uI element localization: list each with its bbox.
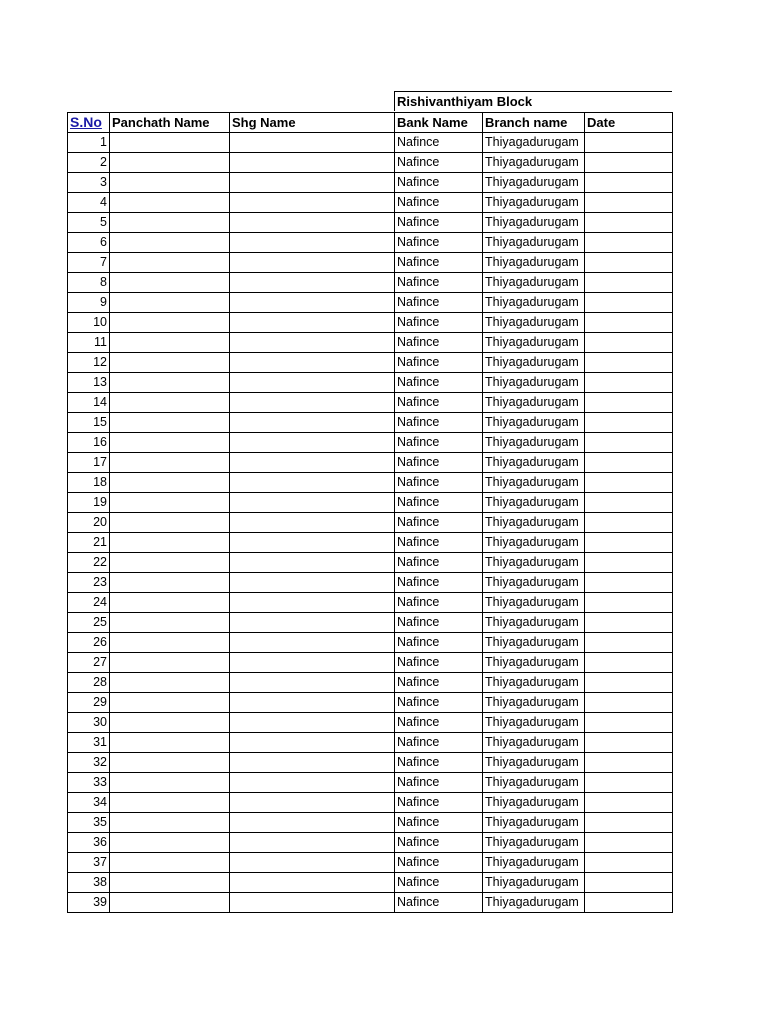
cell-sno[interactable]: 10 [68, 313, 110, 333]
cell-sno[interactable]: 13 [68, 373, 110, 393]
cell-bank-name[interactable]: Nafince [395, 433, 483, 453]
cell-branch-name[interactable]: Thiyagadurugam [483, 293, 585, 313]
header-bank-name: Bank Name [395, 113, 483, 133]
cell-shg-name[interactable] [230, 533, 395, 553]
block-title-row [67, 91, 672, 112]
cell-branch-name[interactable]: Thiyagadurugam [483, 753, 585, 773]
cell-shg-name[interactable] [230, 893, 395, 913]
cell-date[interactable] [585, 353, 673, 373]
cell-panchath-name[interactable] [110, 413, 230, 433]
cell-shg-name[interactable] [230, 393, 395, 413]
cell-panchath-name[interactable] [110, 493, 230, 513]
cell-bank-name[interactable]: Nafince [395, 713, 483, 733]
cell-sno[interactable]: 12 [68, 353, 110, 373]
cell-shg-name[interactable] [230, 873, 395, 893]
cell-shg-name[interactable] [230, 553, 395, 573]
cell-shg-name[interactable] [230, 373, 395, 393]
cell-date[interactable] [585, 213, 673, 233]
cell-bank-name[interactable]: Nafince [395, 273, 483, 293]
cell-panchath-name[interactable] [110, 193, 230, 213]
cell-date[interactable] [585, 253, 673, 273]
cell-branch-name[interactable]: Thiyagadurugam [483, 473, 585, 493]
cell-date[interactable] [585, 873, 673, 893]
cell-shg-name[interactable] [230, 273, 395, 293]
cell-sno[interactable]: 5 [68, 213, 110, 233]
cell-shg-name[interactable] [230, 713, 395, 733]
header-date: Date [585, 113, 673, 133]
cell-branch-name[interactable]: Thiyagadurugam [483, 433, 585, 453]
cell-branch-name[interactable]: Thiyagadurugam [483, 573, 585, 593]
cell-sno[interactable]: 23 [68, 573, 110, 593]
cell-sno[interactable]: 27 [68, 653, 110, 673]
cell-panchath-name[interactable] [110, 173, 230, 193]
cell-panchath-name[interactable] [110, 753, 230, 773]
cell-sno[interactable]: 34 [68, 793, 110, 813]
cell-date[interactable] [585, 313, 673, 333]
cell-shg-name[interactable] [230, 133, 395, 153]
cell-branch-name[interactable]: Thiyagadurugam [483, 653, 585, 673]
cell-panchath-name[interactable] [110, 593, 230, 613]
table-row [68, 253, 673, 273]
cell-branch-name[interactable]: Thiyagadurugam [483, 873, 585, 893]
table-row [68, 173, 673, 193]
cell-date[interactable] [585, 553, 673, 573]
table-row [68, 773, 673, 793]
cell-shg-name[interactable] [230, 453, 395, 473]
cell-date[interactable] [585, 573, 673, 593]
cell-bank-name[interactable]: Nafince [395, 453, 483, 473]
cell-panchath-name[interactable] [110, 733, 230, 753]
cell-sno[interactable]: 7 [68, 253, 110, 273]
cell-bank-name[interactable]: Nafince [395, 473, 483, 493]
cell-branch-name[interactable]: Thiyagadurugam [483, 373, 585, 393]
cell-date[interactable] [585, 813, 673, 833]
cell-branch-name[interactable]: Thiyagadurugam [483, 793, 585, 813]
cell-bank-name[interactable]: Nafince [395, 253, 483, 273]
cell-bank-name[interactable]: Nafince [395, 373, 483, 393]
data-table [67, 112, 673, 913]
cell-date[interactable] [585, 373, 673, 393]
cell-date[interactable] [585, 793, 673, 813]
table-row [68, 513, 673, 533]
cell-date[interactable] [585, 633, 673, 653]
cell-panchath-name[interactable] [110, 393, 230, 413]
table-row [68, 613, 673, 633]
cell-sno[interactable]: 8 [68, 273, 110, 293]
cell-sno[interactable]: 29 [68, 693, 110, 713]
cell-shg-name[interactable] [230, 773, 395, 793]
cell-panchath-name[interactable] [110, 873, 230, 893]
cell-date[interactable] [585, 673, 673, 693]
cell-panchath-name[interactable] [110, 473, 230, 493]
cell-bank-name[interactable]: Nafince [395, 313, 483, 333]
cell-panchath-name[interactable] [110, 613, 230, 633]
cell-branch-name[interactable]: Thiyagadurugam [483, 313, 585, 333]
cell-date[interactable] [585, 473, 673, 493]
cell-date[interactable] [585, 173, 673, 193]
cell-date[interactable] [585, 493, 673, 513]
cell-panchath-name[interactable] [110, 513, 230, 533]
cell-panchath-name[interactable] [110, 433, 230, 453]
table-row [68, 493, 673, 513]
cell-bank-name[interactable]: Nafince [395, 133, 483, 153]
cell-shg-name[interactable] [230, 433, 395, 453]
cell-shg-name[interactable] [230, 593, 395, 613]
table-row [68, 433, 673, 453]
header-branch-name: Branch name [483, 113, 585, 133]
cell-panchath-name[interactable] [110, 533, 230, 553]
cell-shg-name[interactable] [230, 653, 395, 673]
cell-bank-name[interactable]: Nafince [395, 593, 483, 613]
cell-sno[interactable]: 26 [68, 633, 110, 653]
cell-sno[interactable]: 38 [68, 873, 110, 893]
cell-bank-name[interactable]: Nafince [395, 673, 483, 693]
cell-date[interactable] [585, 613, 673, 633]
cell-branch-name[interactable]: Thiyagadurugam [483, 553, 585, 573]
cell-branch-name[interactable]: Thiyagadurugam [483, 713, 585, 733]
cell-bank-name[interactable]: Nafince [395, 533, 483, 553]
table-row [68, 813, 673, 833]
cell-panchath-name[interactable] [110, 313, 230, 333]
table-row [68, 653, 673, 673]
cell-date[interactable] [585, 833, 673, 853]
cell-sno[interactable]: 17 [68, 453, 110, 473]
cell-shg-name[interactable] [230, 233, 395, 253]
cell-shg-name[interactable] [230, 733, 395, 753]
cell-panchath-name[interactable] [110, 773, 230, 793]
table-row [68, 153, 673, 173]
cell-date[interactable] [585, 153, 673, 173]
table-row [68, 193, 673, 213]
cell-sno[interactable]: 32 [68, 753, 110, 773]
cell-bank-name[interactable]: Nafince [395, 193, 483, 213]
block-title: Rishivanthiyam Block [394, 91, 672, 111]
cell-panchath-name[interactable] [110, 233, 230, 253]
cell-date[interactable] [585, 433, 673, 453]
cell-branch-name[interactable]: Thiyagadurugam [483, 133, 585, 153]
cell-sno[interactable]: 35 [68, 813, 110, 833]
cell-shg-name[interactable] [230, 673, 395, 693]
cell-date[interactable] [585, 893, 673, 913]
cell-panchath-name[interactable] [110, 353, 230, 373]
table-row [68, 753, 673, 773]
table-row [68, 573, 673, 593]
table-row [68, 893, 673, 913]
cell-branch-name[interactable]: Thiyagadurugam [483, 693, 585, 713]
table-row [68, 873, 673, 893]
cell-bank-name[interactable]: Nafince [395, 573, 483, 593]
cell-branch-name[interactable]: Thiyagadurugam [483, 633, 585, 653]
table-row [68, 533, 673, 553]
cell-date[interactable] [585, 393, 673, 413]
table-row [68, 633, 673, 653]
cell-shg-name[interactable] [230, 293, 395, 313]
cell-shg-name[interactable] [230, 573, 395, 593]
cell-branch-name[interactable]: Thiyagadurugam [483, 393, 585, 413]
cell-panchath-name[interactable] [110, 853, 230, 873]
table-row [68, 593, 673, 613]
cell-shg-name[interactable] [230, 193, 395, 213]
cell-date[interactable] [585, 533, 673, 553]
cell-bank-name[interactable]: Nafince [395, 753, 483, 773]
table-row [68, 453, 673, 473]
cell-branch-name[interactable]: Thiyagadurugam [483, 773, 585, 793]
cell-date[interactable] [585, 733, 673, 753]
cell-branch-name[interactable]: Thiyagadurugam [483, 833, 585, 853]
cell-sno[interactable]: 28 [68, 673, 110, 693]
cell-date[interactable] [585, 773, 673, 793]
cell-date[interactable] [585, 193, 673, 213]
header-sno: S.No [68, 113, 110, 133]
table-row [68, 733, 673, 753]
cell-date[interactable] [585, 513, 673, 533]
table-row [68, 213, 673, 233]
cell-sno[interactable]: 30 [68, 713, 110, 733]
cell-bank-name[interactable]: Nafince [395, 893, 483, 913]
cell-sno[interactable]: 33 [68, 773, 110, 793]
table-row [68, 553, 673, 573]
cell-bank-name[interactable]: Nafince [395, 613, 483, 633]
cell-shg-name[interactable] [230, 213, 395, 233]
cell-shg-name[interactable] [230, 813, 395, 833]
cell-panchath-name[interactable] [110, 693, 230, 713]
cell-date[interactable] [585, 653, 673, 673]
cell-shg-name[interactable] [230, 853, 395, 873]
cell-bank-name[interactable]: Nafince [395, 553, 483, 573]
cell-branch-name[interactable]: Thiyagadurugam [483, 733, 585, 753]
cell-panchath-name[interactable] [110, 333, 230, 353]
cell-date[interactable] [585, 133, 673, 153]
cell-bank-name[interactable]: Nafince [395, 853, 483, 873]
cell-bank-name[interactable]: Nafince [395, 413, 483, 433]
cell-sno[interactable]: 16 [68, 433, 110, 453]
cell-bank-name[interactable]: Nafince [395, 693, 483, 713]
cell-bank-name[interactable]: Nafince [395, 153, 483, 173]
cell-branch-name[interactable]: Thiyagadurugam [483, 893, 585, 913]
cell-sno[interactable]: 39 [68, 893, 110, 913]
cell-bank-name[interactable]: Nafince [395, 873, 483, 893]
cell-shg-name[interactable] [230, 333, 395, 353]
cell-sno[interactable]: 25 [68, 613, 110, 633]
cell-bank-name[interactable]: Nafince [395, 813, 483, 833]
cell-shg-name[interactable] [230, 793, 395, 813]
cell-bank-name[interactable]: Nafince [395, 633, 483, 653]
cell-panchath-name[interactable] [110, 833, 230, 853]
cell-sno[interactable]: 22 [68, 553, 110, 573]
cell-sno[interactable]: 4 [68, 193, 110, 213]
cell-branch-name[interactable]: Thiyagadurugam [483, 193, 585, 213]
cell-panchath-name[interactable] [110, 813, 230, 833]
cell-shg-name[interactable] [230, 753, 395, 773]
cell-date[interactable] [585, 853, 673, 873]
table-row [68, 713, 673, 733]
cell-sno[interactable]: 3 [68, 173, 110, 193]
cell-shg-name[interactable] [230, 613, 395, 633]
cell-bank-name[interactable]: Nafince [395, 733, 483, 753]
cell-panchath-name[interactable] [110, 273, 230, 293]
table-row [68, 333, 673, 353]
cell-date[interactable] [585, 413, 673, 433]
cell-panchath-name[interactable] [110, 713, 230, 733]
cell-branch-name[interactable]: Thiyagadurugam [483, 273, 585, 293]
cell-shg-name[interactable] [230, 153, 395, 173]
table-row [68, 853, 673, 873]
table-row [68, 413, 673, 433]
cell-shg-name[interactable] [230, 473, 395, 493]
cell-branch-name[interactable]: Thiyagadurugam [483, 233, 585, 253]
cell-shg-name[interactable] [230, 833, 395, 853]
cell-panchath-name[interactable] [110, 253, 230, 273]
cell-panchath-name[interactable] [110, 453, 230, 473]
cell-branch-name[interactable]: Thiyagadurugam [483, 253, 585, 273]
cell-bank-name[interactable]: Nafince [395, 793, 483, 813]
table-body [68, 133, 673, 913]
table-row [68, 133, 673, 153]
header-panchath-name: Panchath Name [110, 113, 230, 133]
cell-bank-name[interactable]: Nafince [395, 173, 483, 193]
cell-bank-name[interactable]: Nafince [395, 393, 483, 413]
cell-branch-name[interactable]: Thiyagadurugam [483, 173, 585, 193]
table-row [68, 833, 673, 853]
cell-shg-name[interactable] [230, 693, 395, 713]
cell-sno[interactable]: 2 [68, 153, 110, 173]
cell-bank-name[interactable]: Nafince [395, 333, 483, 353]
table-row [68, 313, 673, 333]
cell-branch-name[interactable]: Thiyagadurugam [483, 153, 585, 173]
cell-bank-name[interactable]: Nafince [395, 493, 483, 513]
cell-panchath-name[interactable] [110, 633, 230, 653]
table-row [68, 673, 673, 693]
cell-shg-name[interactable] [230, 313, 395, 333]
cell-sno[interactable]: 19 [68, 493, 110, 513]
cell-shg-name[interactable] [230, 353, 395, 373]
header-row [68, 113, 673, 133]
cell-branch-name[interactable]: Thiyagadurugam [483, 213, 585, 233]
cell-branch-name[interactable]: Thiyagadurugam [483, 493, 585, 513]
cell-bank-name[interactable]: Nafince [395, 653, 483, 673]
cell-sno[interactable]: 21 [68, 533, 110, 553]
table-row [68, 473, 673, 493]
cell-bank-name[interactable]: Nafince [395, 213, 483, 233]
cell-branch-name[interactable]: Thiyagadurugam [483, 613, 585, 633]
spreadsheet [67, 91, 672, 913]
cell-sno[interactable]: 31 [68, 733, 110, 753]
header-shg-name: Shg Name [230, 113, 395, 133]
cell-panchath-name[interactable] [110, 373, 230, 393]
cell-date[interactable] [585, 273, 673, 293]
cell-sno[interactable]: 20 [68, 513, 110, 533]
cell-panchath-name[interactable] [110, 793, 230, 813]
table-row [68, 793, 673, 813]
cell-date[interactable] [585, 693, 673, 713]
cell-panchath-name[interactable] [110, 893, 230, 913]
cell-sno[interactable]: 1 [68, 133, 110, 153]
cell-bank-name[interactable]: Nafince [395, 293, 483, 313]
table-row [68, 273, 673, 293]
cell-sno[interactable]: 6 [68, 233, 110, 253]
cell-shg-name[interactable] [230, 493, 395, 513]
cell-bank-name[interactable]: Nafince [395, 773, 483, 793]
cell-branch-name[interactable]: Thiyagadurugam [483, 673, 585, 693]
cell-shg-name[interactable] [230, 173, 395, 193]
cell-panchath-name[interactable] [110, 133, 230, 153]
cell-date[interactable] [585, 293, 673, 313]
table-row [68, 393, 673, 413]
cell-date[interactable] [585, 593, 673, 613]
table-row [68, 353, 673, 373]
cell-bank-name[interactable]: Nafince [395, 233, 483, 253]
cell-shg-name[interactable] [230, 633, 395, 653]
cell-date[interactable] [585, 333, 673, 353]
cell-sno[interactable]: 24 [68, 593, 110, 613]
cell-date[interactable] [585, 233, 673, 253]
cell-panchath-name[interactable] [110, 653, 230, 673]
cell-sno[interactable]: 15 [68, 413, 110, 433]
cell-date[interactable] [585, 753, 673, 773]
cell-branch-name[interactable]: Thiyagadurugam [483, 353, 585, 373]
cell-bank-name[interactable]: Nafince [395, 833, 483, 853]
cell-branch-name[interactable]: Thiyagadurugam [483, 593, 585, 613]
cell-branch-name[interactable]: Thiyagadurugam [483, 413, 585, 433]
table-row [68, 293, 673, 313]
cell-sno[interactable]: 9 [68, 293, 110, 313]
cell-shg-name[interactable] [230, 413, 395, 433]
cell-panchath-name[interactable] [110, 293, 230, 313]
cell-shg-name[interactable] [230, 253, 395, 273]
cell-branch-name[interactable]: Thiyagadurugam [483, 453, 585, 473]
cell-panchath-name[interactable] [110, 673, 230, 693]
cell-branch-name[interactable]: Thiyagadurugam [483, 513, 585, 533]
cell-branch-name[interactable]: Thiyagadurugam [483, 333, 585, 353]
cell-branch-name[interactable]: Thiyagadurugam [483, 813, 585, 833]
cell-sno[interactable]: 11 [68, 333, 110, 353]
table-row [68, 693, 673, 713]
cell-branch-name[interactable]: Thiyagadurugam [483, 533, 585, 553]
table-row [68, 373, 673, 393]
cell-bank-name[interactable]: Nafince [395, 513, 483, 533]
cell-date[interactable] [585, 713, 673, 733]
cell-sno[interactable]: 37 [68, 853, 110, 873]
cell-sno[interactable]: 14 [68, 393, 110, 413]
cell-date[interactable] [585, 453, 673, 473]
cell-bank-name[interactable]: Nafince [395, 353, 483, 373]
cell-panchath-name[interactable] [110, 573, 230, 593]
cell-branch-name[interactable]: Thiyagadurugam [483, 853, 585, 873]
cell-sno[interactable]: 36 [68, 833, 110, 853]
cell-sno[interactable]: 18 [68, 473, 110, 493]
table-row [68, 233, 673, 253]
cell-panchath-name[interactable] [110, 213, 230, 233]
cell-shg-name[interactable] [230, 513, 395, 533]
cell-panchath-name[interactable] [110, 153, 230, 173]
cell-panchath-name[interactable] [110, 553, 230, 573]
